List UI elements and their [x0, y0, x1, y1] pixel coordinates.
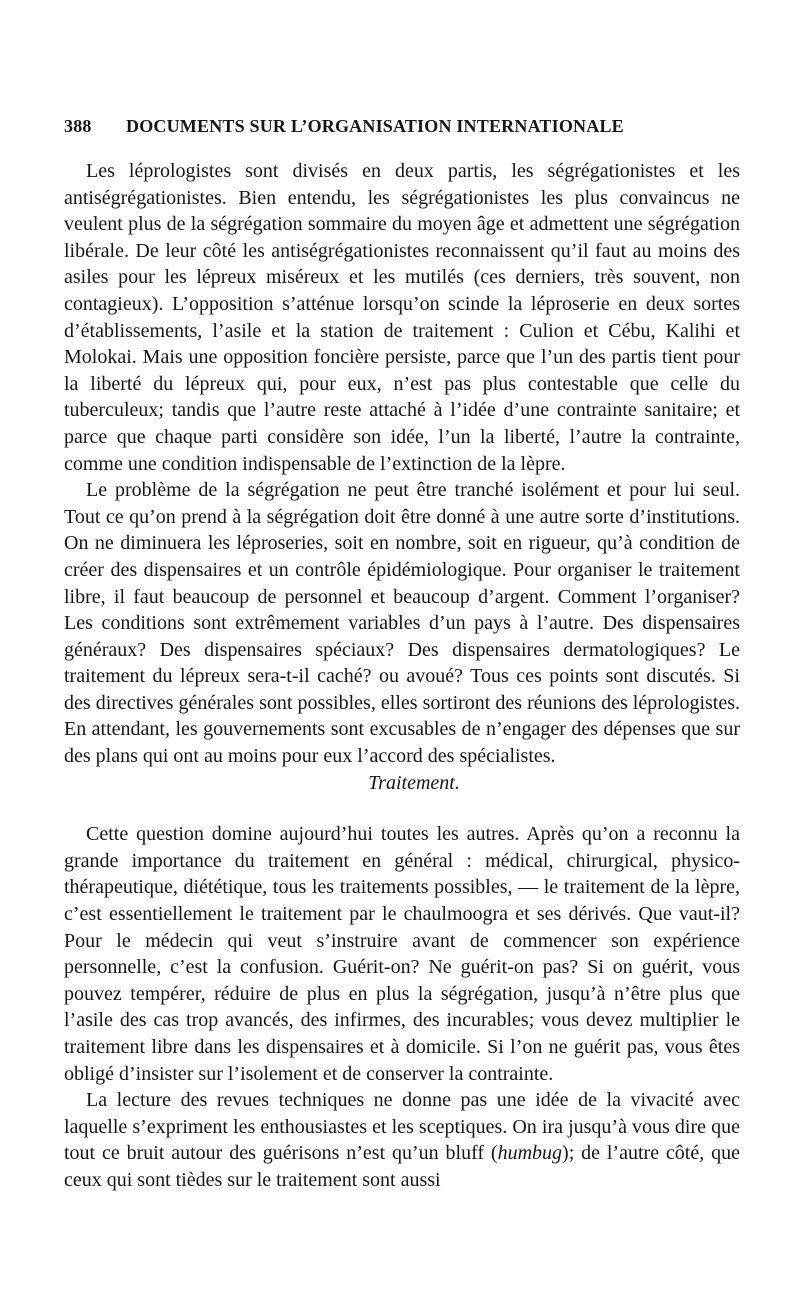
- section-heading-traitement: Traitement.: [368, 771, 460, 794]
- paragraph-text-end: ); de l’autre côté, que ceux qui sont tièdes sur le traitement sont aussi: [64, 1142, 740, 1191]
- paragraph-treatment-question: Cette question domine aujourd’hui toutes les autres. Après qu’on a reconnu la grande importance du traitement en général : médical, chirurgical, physico-thérapeutique, diététique, tous les traitements possibles, — le traitement de la lèpre, c’est essentiellement le traitement par le chaulmoogra et ses dérivés. Que vaut-il? Pour le médecin qui veut s’instruire avant de commencer son expérience personnelle, c’est la confusion. Guérit-on? Ne guérit-on pas? Si on guérit, vous pouvez tempérer, réduire de plus en plus la ségrégation, jusqu’à n’être plus que l’asile des cas trop avancés, des infirmes, des incurables; vous devez multiplier le traitement libre dans les dispensaires et à domicile. Si l’on ne guérit pas, vous êtes obligé d’insister sur l’isolement et de conserver la contrainte.: [64, 823, 740, 1085]
- page-body: [64, 158, 740, 1194]
- page-header: [64, 116, 744, 142]
- running-title: DOCUMENTS SUR L’ORGANISATION INTERNATIONALE: [126, 116, 624, 136]
- paragraph-text-start: La lecture des revues techniques ne donne pas une idée de la vivacité avec laquelle s’expriment les enthousiastes et les sceptiques. On ira jusqu’à vous dire que tout ce bruit autour des guérisons n’est qu’un bluff (: [64, 1089, 740, 1165]
- paragraph-segregation-problem: Le problème de la ségrégation ne peut être tranché isolément et pour lui seul. Tout ce qu’on prend à la ségrégation doit être donné à une autre sorte d’institutions. On ne diminuera les léproseries, soit en nombre, soit en rigueur, qu’à condition de créer des dispensaires et un contrôle épidémiologique. Pour organiser le traitement libre, il faut beaucoup de personnel et beaucoup d’argent. Comment l’organiser? Les conditions sont extrêmement variables d’un pays à l’autre. Des dispensaires généraux? Des dispensaires spéciaux? Des dispensaires dermatologiques? Le traitement du lépreux sera-t-il caché? ou avoué? Tous ces points sont discutés. Si des directives générales sont possibles, elles sortiront des réunions des léprologistes. En attendant, les gouvernements sont excusables de n’engager des dépenses que sur des plans qui ont au moins pour eux l’accord des spécialistes.: [64, 479, 740, 768]
- paragraph-segregation-parties: Les léprologistes sont divisés en deux partis, les ségrégationistes et les antiségrégationistes. Bien entendu, les ségrégationistes les plus convaincus ne veulent plus de la ségrégation sommaire du moyen âge et admettent une ségrégation libérale. De leur côté les antiségrégationistes reconnaissent qu’il faut au moins des asiles pour les lépreux miséreux et les mutilés (ces derniers, très souvent, non contagieux). L’opposition s’atténue lorsqu’on scinde la léproserie en deux sortes d’établissements, l’asile et la station de traitement : Culion et Cébu, Kalihi et Molokai. Mais une opposition foncière persiste, parce que l’un des partis tient pour la liberté du lépreux qui, pour eux, n’est pas plus contestable que celle du tuberculeux; tandis que l’autre reste attaché à l’idée d’une contrainte sanitaire; et parce que chaque parti considère son idée, l’un la liberté, l’autre la contrainte, comme une condition indispensable de l’extinction de la lèpre.: [64, 160, 740, 475]
- page-number: 388: [64, 116, 92, 136]
- paragraph-technical-reviews: [64, 1087, 740, 1193]
- italic-term-humbug: humbug: [497, 1142, 563, 1165]
